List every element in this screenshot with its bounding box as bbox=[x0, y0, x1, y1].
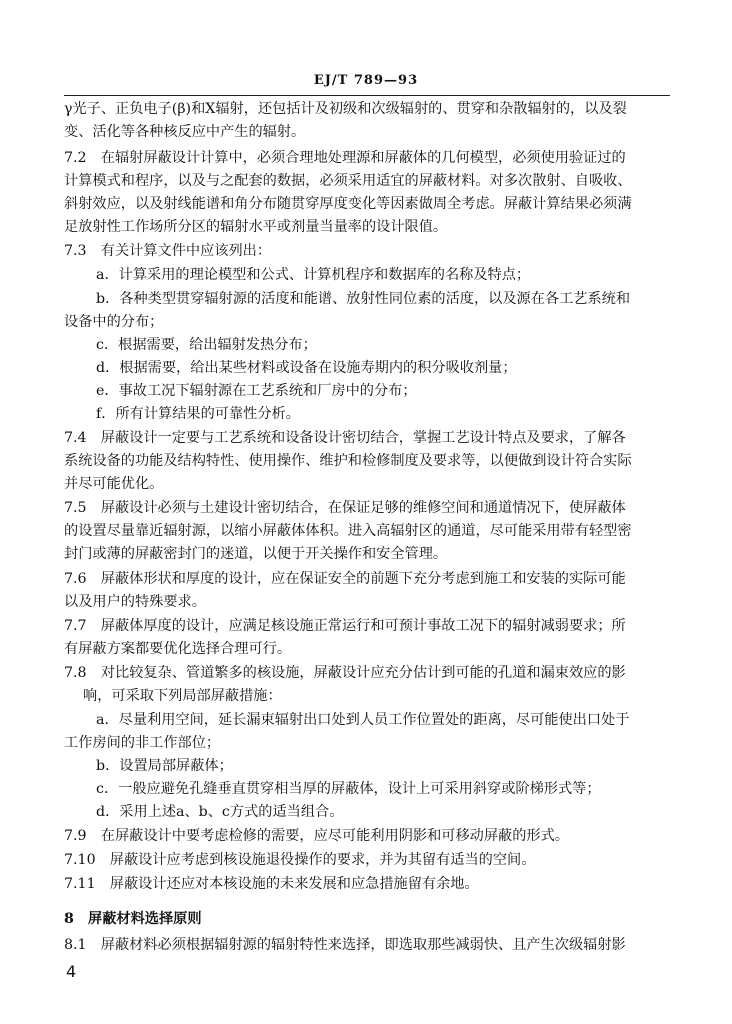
text-line: 并尽可能优化。 bbox=[64, 476, 164, 492]
text-line: 计算模式和程序，以及与之配套的数据，必须采用适宜的屏蔽材料。对多次散射、自吸收、 bbox=[64, 173, 632, 189]
list-item-d: d．采用上述a、b、c方式的适当组合。 bbox=[96, 804, 344, 820]
clause-7-2: 7.2 在辐射屏蔽设计计算中，必须合理地处理源和屏蔽体的几何模型，必须使用验证过的 bbox=[64, 150, 626, 166]
text-line: 以及用户的特殊要求。 bbox=[64, 594, 206, 610]
clause-7-3: 7.3 有关计算文件中应该列出： bbox=[64, 243, 272, 259]
clause-7-7: 7.7 屏蔽体厚度的设计，应满足核设施正常运行和可预计事故工况下的辐射减弱要求；所 bbox=[64, 618, 626, 634]
text-line: γ光子、正负电子(β)和X辐射，还包括计及初级和次级辐射的、贯穿和杂散辐射的，以及裂 bbox=[64, 101, 627, 117]
text-line: 足放射性工作场所分区的辐射水平或剂量当量率的设计限值。 bbox=[64, 219, 448, 235]
text-line: 有屏蔽方案都要优化选择合理可行。 bbox=[64, 641, 292, 657]
text-line: 变、活化等各种核反应中产生的辐射。 bbox=[64, 124, 306, 140]
list-item-b: b．各种类型贯穿辐射源的活度和能谱、放射性同位素的活度，以及源在各工艺系统和 bbox=[96, 291, 631, 307]
clause-7-5: 7.5 屏蔽设计必须与土建设计密切结合，在保证足够的维修空间和通道情况下，使屏蔽体 bbox=[64, 500, 626, 516]
text-line: 的设置尽量靠近辐射源，以缩小屏蔽体体积。进入高辐射区的通道，尽可能采用带有轻型密 bbox=[64, 523, 632, 539]
text-line: 工作房间的非工作部位； bbox=[64, 735, 221, 751]
header-rule bbox=[64, 95, 670, 96]
clause-7-9: 7.9 在屏蔽设计中要考虑检修的需要，应尽可能利用阴影和可移动屏蔽的形式。 bbox=[64, 828, 569, 844]
clause-7-11: 7.11 屏蔽设计还应对本核设施的未来发展和应急措施留有余地。 bbox=[64, 876, 479, 892]
section-8-heading: 8 屏蔽材料选择原则 bbox=[64, 911, 202, 927]
text-line: 封门或薄的屏蔽密封门的迷道，以便于开关操作和安全管理。 bbox=[64, 546, 448, 562]
list-item-a: a．尽量利用空间，延长漏束辐射出口处到人员工作位置处的距离，尽可能使出口处于 bbox=[96, 712, 630, 728]
text-line: 斜射效应，以及射线能谱和角分布随贯穿厚度变化等因素做周全考虑。屏蔽计算结果必须满 bbox=[64, 196, 632, 212]
text-line: 系统设备的功能及结构特性、使用操作、维护和检修制度及要求等，以便做到设计符合实际 bbox=[64, 453, 632, 469]
list-item-c: c．根据需要，给出辐射发热分布； bbox=[96, 337, 317, 353]
text-line: 设备中的分布； bbox=[64, 314, 164, 330]
list-item-e: e．事故工况下辐射源在工艺系统和厂房中的分布； bbox=[96, 383, 417, 399]
standard-header: EJ/T 789—93 bbox=[313, 73, 419, 88]
list-item-c: c．一般应避免孔缝垂直贯穿相当厚的屏蔽体，设计上可采用斜穿或阶梯形式等； bbox=[96, 781, 601, 797]
text-line: 响，可采取下列局部屏蔽措施： bbox=[83, 688, 282, 704]
page-number: 4 bbox=[66, 962, 77, 981]
clause-7-6: 7.6 屏蔽体形状和厚度的设计，应在保证安全的前题下充分考虑到施工和安装的实际可能 bbox=[64, 571, 626, 587]
list-item-a: a．计算采用的理论模型和公式、计算机程序和数据库的名称及特点； bbox=[96, 267, 531, 283]
list-item-d: d．根据需要，给出某些材料或设备在设施寿期内的积分吸收剂量； bbox=[96, 360, 517, 376]
clause-8-1: 8.1 屏蔽材料必须根据辐射源的辐射特性来选择，即选取那些减弱快、且产生次级辐射影 bbox=[64, 937, 626, 953]
clause-7-4: 7.4 屏蔽设计一定要与工艺系统和设备设计密切结合，掌握工艺设计特点及要求，了解各 bbox=[64, 430, 626, 446]
clause-7-8: 7.8 对比较复杂、管道繁多的核设施，屏蔽设计应充分估计到可能的孔道和漏束效应的影 bbox=[64, 665, 626, 681]
list-item-f: f．所有计算结果的可靠性分析。 bbox=[96, 406, 300, 422]
list-item-b: b．设置局部屏蔽体； bbox=[96, 758, 233, 774]
clause-7-10: 7.10 屏蔽设计应考虑到核设施退役操作的要求，并为其留有适当的空间。 bbox=[64, 852, 536, 868]
